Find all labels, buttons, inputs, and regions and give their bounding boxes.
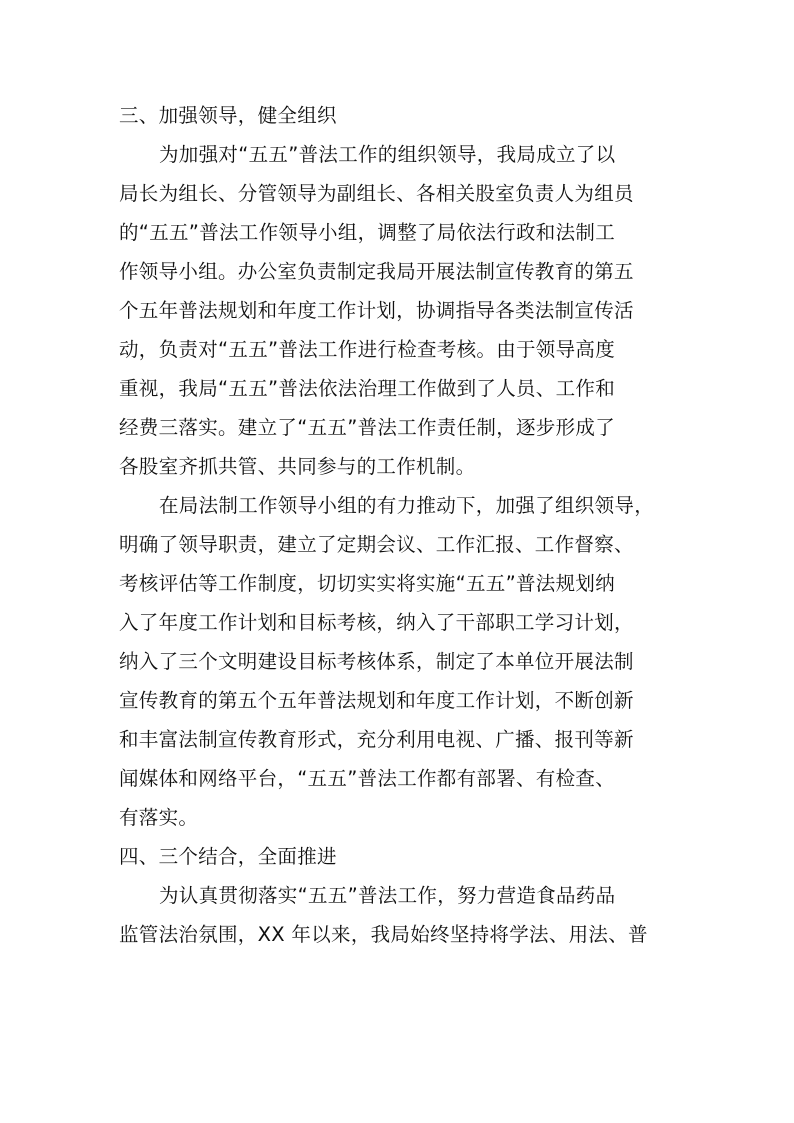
paragraph-line: 宣传教育的第五个五年普法规划和年度工作计划，不断创新 — [119, 689, 634, 712]
document-body — [119, 96, 679, 954]
paragraph-line: 在局法制工作领导小组的有力推动下，加强了组织领导， — [159, 494, 655, 517]
paragraph-line: 考核评估等工作制度，切切实实将实施“五五”普法规划纳 — [119, 572, 616, 595]
paragraph-line: 为认真贯彻落实“五五”普法工作，努力营造食品药品 — [159, 884, 616, 907]
paragraph-line: 和丰富法制宣传教育形式，充分利用电视、广播、报刊等新 — [119, 728, 634, 751]
paragraph-line: 局长为组长、分管领导为副组长、各相关股室负责人为组员 — [119, 182, 634, 205]
paragraph-line: 入了年度工作计划和目标考核，纳入了干部职工学习计划， — [119, 611, 634, 634]
paragraph — [119, 876, 679, 954]
paragraph-line: 明确了领导职责，建立了定期会议、工作汇报、工作督察、 — [119, 533, 634, 556]
paragraph-line: 的“五五”普法工作领导小组，调整了局依法行政和法制工 — [119, 221, 616, 244]
paragraph-line: 作领导小组。办公室负责制定我局开展法制宣传教育的第五 — [119, 260, 634, 283]
paragraph-line: 纳入了三个文明建设目标考核体系，制定了本单位开展法制 — [119, 650, 634, 673]
paragraph — [119, 486, 679, 837]
heading-text: 三、加强领导，健全组织 — [119, 104, 337, 127]
paragraph — [119, 135, 679, 486]
section-heading — [119, 837, 679, 876]
paragraph-line: 为加强对“五五”普法工作的组织领导，我局成立了以 — [159, 143, 616, 166]
paragraph-line: 重视，我局“五五”普法依法治理工作做到了人员、工作和 — [119, 377, 616, 400]
paragraph-line: 经费三落实。建立了“五五”普法工作责任制，逐步形成了 — [119, 416, 616, 439]
section-heading — [119, 96, 679, 135]
paragraph-line: 个五年普法规划和年度工作计划，协调指导各类法制宣传活 — [119, 299, 634, 322]
paragraph-line: 闻媒体和网络平台，“五五”普法工作都有部署、有检查、 — [119, 767, 616, 790]
heading-text: 四、三个结合，全面推进 — [119, 845, 337, 868]
paragraph-line: 各股室齐抓共管、共同参与的工作机制。 — [119, 455, 476, 478]
paragraph-line: 有落实。 — [119, 806, 199, 829]
paragraph-line: 监管法治氛围，XX 年以来，我局始终坚持将学法、用法、普 — [119, 923, 648, 946]
paragraph-line: 动，负责对“五五”普法工作进行检查考核。由于领导高度 — [119, 338, 616, 361]
